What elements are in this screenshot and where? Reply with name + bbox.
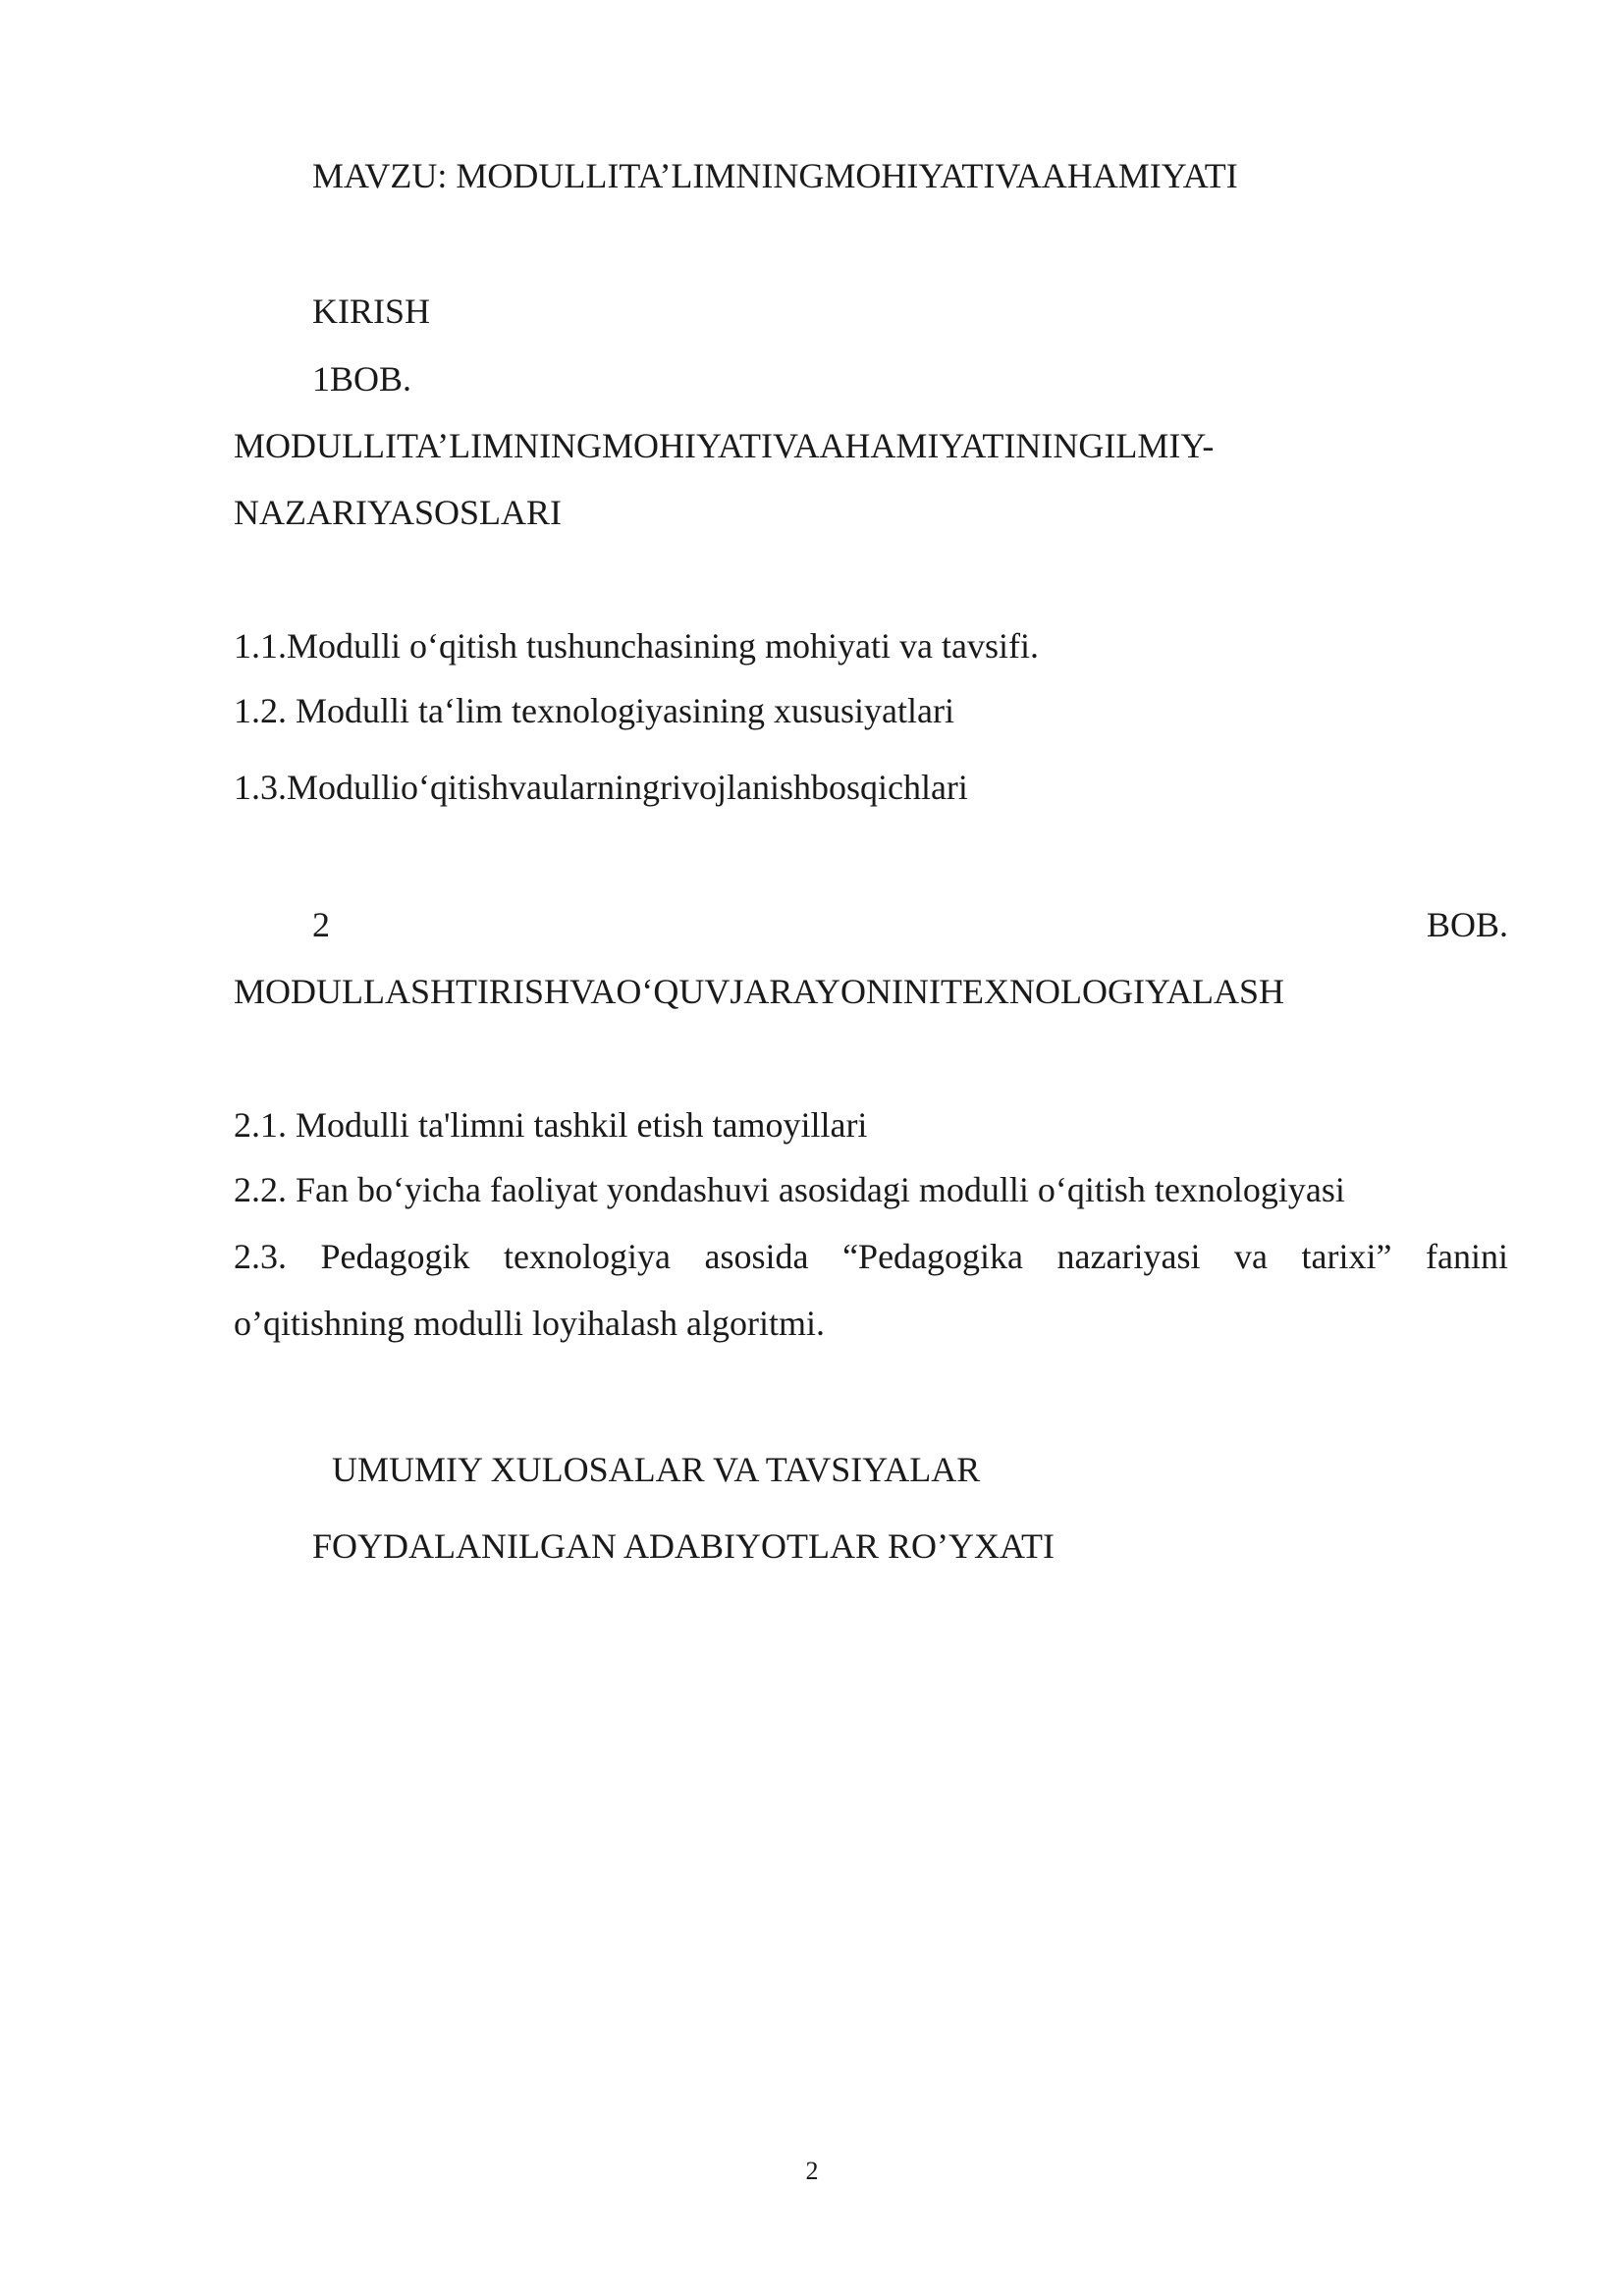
page-number: 2 — [805, 2157, 819, 2185]
intro-heading: KIRISH — [312, 292, 431, 331]
section-1-3: 1.3.Modullio‘qitishvaularningrivojlanishbosqichlari — [234, 768, 968, 807]
section-1-2: 1.2. Modulli ta‘lim texnologiyasining xususiyatlari — [234, 691, 954, 730]
section-2-2: 2.2. Fan bo‘yicha faoliyat yondashuvi asosidagi modulli o‘qitish texnologiyasi — [234, 1170, 1345, 1209]
references-heading: FOYDALANILGAN ADABIYOTLAR RO’YXATI — [312, 1526, 1055, 1566]
section-2-3-line2: o’qitishning modulli loyihalash algoritmi. — [234, 1304, 825, 1343]
chapter1-label: 1BOB. — [312, 359, 412, 399]
chapter1-title-line1: MODULLITA’LIMNINGMOHIYATIVAAHAMIYATININGILMIY- — [234, 426, 1215, 465]
section-1-1: 1.1.Modulli o‘qitish tushunchasining mohiyati va tavsifi. — [234, 626, 1039, 666]
topic-heading: MAVZU: MODULLITA’LIMNINGMOHIYATIVAAHAMIYATI — [312, 156, 1238, 195]
chapter2-title: MODULLASHTIRISHVAO‘QUVJARAYONINITEXNOLOGIYALASH — [234, 972, 1284, 1011]
chapter2-number: 2 — [312, 905, 330, 944]
chapter2-label: BOB. — [1426, 905, 1508, 944]
section-2-3-line1: 2.3. Pedagogik texnologiya asosida “Pedagogika nazariyasi va tarixi” fanini — [234, 1237, 1508, 1276]
conclusions-heading: UMUMIY XULOSALAR VA TAVSIYALAR — [332, 1450, 981, 1489]
section-2-1: 2.1. Modulli ta'limni tashkil etish tamoyillari — [234, 1105, 868, 1145]
chapter1-title-line2: NAZARIYASOSLARI — [234, 493, 563, 532]
